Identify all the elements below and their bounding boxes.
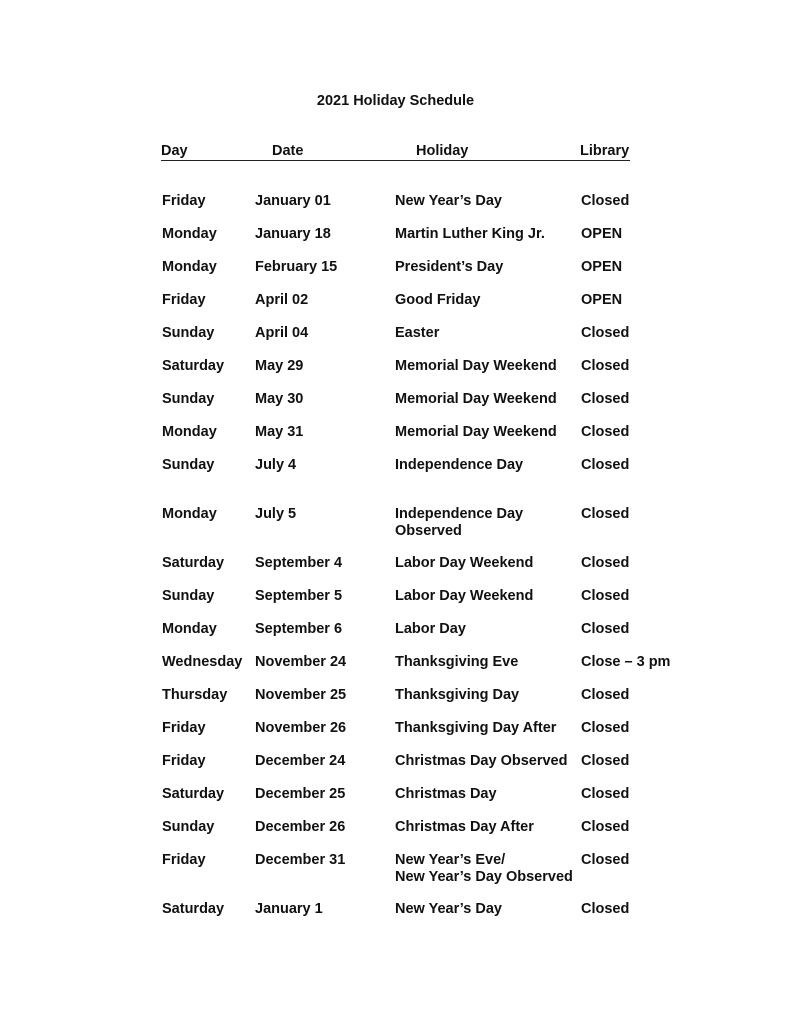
table-header [161, 142, 630, 161]
day-cell: Saturday [162, 555, 225, 571]
date-cell: July 4 [255, 457, 297, 473]
library-status-cell: Closed [581, 325, 630, 341]
date-cell: December 25 [255, 786, 346, 802]
day-cell: Saturday [162, 358, 225, 374]
day-cell: Wednesday [162, 654, 243, 670]
holiday-cell-line2: Observed [395, 523, 462, 539]
library-status-cell: OPEN [581, 226, 623, 242]
library-status-cell: Closed [581, 391, 630, 407]
date-cell: November 25 [255, 687, 347, 703]
day-cell: Monday [162, 506, 217, 522]
library-status-cell: Closed [581, 786, 630, 802]
library-status-cell: Closed [581, 358, 630, 374]
date-cell: November 26 [255, 720, 347, 736]
holiday-cell: Easter [395, 325, 440, 341]
holiday-cell: New Year’s Day [395, 901, 502, 917]
date-cell: September 4 [255, 555, 343, 571]
day-cell: Sunday [162, 588, 215, 604]
holiday-cell: Memorial Day Weekend [395, 424, 557, 440]
day-cell: Friday [162, 852, 206, 868]
day-cell: Sunday [162, 391, 215, 407]
library-status-cell: Close – 3 pm [581, 654, 671, 670]
day-cell: Saturday [162, 786, 225, 802]
header-day: Day [161, 143, 188, 159]
holiday-cell: Good Friday [395, 292, 481, 308]
holiday-cell: New Year’s Eve/ [395, 852, 506, 868]
date-cell: January 01 [255, 193, 331, 209]
date-cell: May 31 [255, 424, 304, 440]
day-cell: Friday [162, 720, 206, 736]
date-cell: December 31 [255, 852, 346, 868]
date-cell: September 6 [255, 621, 343, 637]
date-cell: February 15 [255, 259, 338, 275]
holiday-cell: Christmas Day Observed [395, 753, 568, 769]
library-status-cell: Closed [581, 621, 630, 637]
library-status-cell: Closed [581, 753, 630, 769]
holiday-cell: Christmas Day After [395, 819, 534, 835]
date-cell: December 24 [255, 753, 346, 769]
day-cell: Saturday [162, 901, 225, 917]
library-status-cell: Closed [581, 193, 630, 209]
library-status-cell: Closed [581, 901, 630, 917]
day-cell: Thursday [162, 687, 228, 703]
date-cell: December 26 [255, 819, 346, 835]
library-status-cell: OPEN [581, 292, 623, 308]
holiday-cell: Labor Day Weekend [395, 588, 534, 604]
header-date: Date [272, 143, 304, 159]
date-cell: May 29 [255, 358, 304, 374]
date-cell: April 02 [255, 292, 309, 308]
library-status-cell: Closed [581, 424, 630, 440]
holiday-cell: Independence Day [395, 506, 524, 522]
day-cell: Monday [162, 259, 217, 275]
holiday-cell-line2: New Year’s Day Observed [395, 869, 573, 885]
day-cell: Friday [162, 292, 206, 308]
date-cell: July 5 [255, 506, 297, 522]
holiday-cell: Thanksgiving Eve [395, 654, 519, 670]
library-status-cell: Closed [581, 555, 630, 571]
day-cell: Monday [162, 226, 217, 242]
holiday-cell: Thanksgiving Day [395, 687, 520, 703]
library-status-cell: Closed [581, 687, 630, 703]
day-cell: Sunday [162, 819, 215, 835]
holiday-cell: Independence Day [395, 457, 524, 473]
day-cell: Friday [162, 193, 206, 209]
day-cell: Friday [162, 753, 206, 769]
date-cell: May 30 [255, 391, 304, 407]
day-cell: Monday [162, 621, 217, 637]
header-library: Library [580, 143, 630, 159]
holiday-cell: President’s Day [395, 259, 504, 275]
day-cell: Sunday [162, 325, 215, 341]
holiday-cell: Martin Luther King Jr. [395, 226, 545, 242]
page-title: 2021 Holiday Schedule [316, 93, 475, 109]
library-status-cell: Closed [581, 506, 630, 522]
holiday-cell: New Year’s Day [395, 193, 502, 209]
library-status-cell: Closed [581, 588, 630, 604]
library-status-cell: Closed [581, 819, 630, 835]
day-cell: Sunday [162, 457, 215, 473]
holiday-cell: Memorial Day Weekend [395, 358, 557, 374]
date-cell: April 04 [255, 325, 309, 341]
holiday-cell: Memorial Day Weekend [395, 391, 557, 407]
day-cell: Monday [162, 424, 217, 440]
date-cell: September 5 [255, 588, 343, 604]
date-cell: November 24 [255, 654, 347, 670]
header-holiday: Holiday [416, 143, 469, 159]
date-cell: January 1 [255, 901, 323, 917]
holiday-cell: Labor Day [395, 621, 466, 637]
library-status-cell: Closed [581, 457, 630, 473]
holiday-cell: Thanksgiving Day After [395, 720, 557, 736]
library-status-cell: OPEN [581, 259, 623, 275]
library-status-cell: Closed [581, 852, 630, 868]
holiday-cell: Christmas Day [395, 786, 497, 802]
holiday-cell: Labor Day Weekend [395, 555, 534, 571]
library-status-cell: Closed [581, 720, 630, 736]
date-cell: January 18 [255, 226, 331, 242]
